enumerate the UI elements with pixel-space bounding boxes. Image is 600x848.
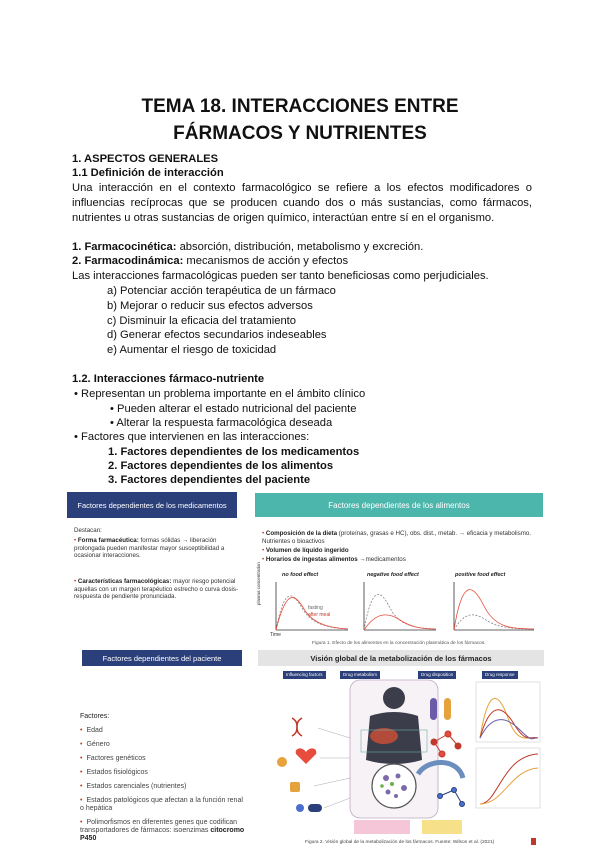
food-icon — [277, 757, 287, 767]
metab-tab: Drug disposition — [418, 671, 456, 679]
effect-item: b) Mejorar o reducir sus efectos adversos — [107, 300, 313, 312]
chart-ylabel: plasma concentration — [256, 562, 261, 605]
pharmacokinetics-line: 1. Farmacocinética: absorción, distribución, metabolismo y excreción. — [72, 241, 424, 253]
response-chart — [476, 748, 540, 808]
food-effect-charts — [262, 578, 542, 640]
molecule-icon — [438, 788, 465, 807]
bullet-item: • Representan un problema importante en el ámbito clínico — [74, 388, 366, 400]
metab-tab: Influencing factors — [283, 671, 326, 679]
label-box — [354, 820, 410, 834]
patient-factor: • Estados fisiológicos — [80, 769, 148, 776]
definition-paragraph: Una interacción en el contexto farmacológico se refiere a los efectos modificadores o influencias recíprocas que se producen cuando dos o más sustancias, como fármacos, nutrientes u otras sustancias de origen químico, interactúan entre sí en el organismo. — [72, 182, 532, 224]
chart-title: positive food effect — [455, 572, 506, 578]
bullet-item: • Factores que intervienen en las interacciones: — [74, 431, 310, 443]
med-intro: Destacan: — [74, 527, 102, 534]
drug-icon — [308, 804, 322, 812]
effect-item: d) Generar efectos secundarios indeseables — [107, 329, 327, 341]
patient-factor: • Factores genéticos — [80, 755, 146, 762]
label-box — [422, 820, 462, 834]
after-meal-curve — [454, 590, 534, 630]
interactions-intro: Las interacciones farmacológicas pueden ser tanto beneficiosas como perjudiciales. — [72, 270, 489, 282]
sub-bullet-item: • Alterar la respuesta farmacológica deseada — [110, 417, 333, 429]
head-icon — [383, 687, 405, 709]
page-marker — [531, 838, 536, 845]
patient-factor: • Estados patológicos que afectan a la función renal o hepática — [80, 797, 243, 812]
metab-tab: Drug metabolism — [340, 671, 380, 679]
factor-item: 1. Factores dependientes de los medicamentos — [108, 446, 360, 458]
food-item-volume: • Volumen de líquido ingerido — [262, 547, 349, 554]
food-item-timing: • Horarios de ingestas alimentos →medicamentos — [262, 556, 406, 563]
panel-header-patient: Factores dependientes del paciente — [82, 650, 242, 666]
effect-item: a) Potenciar acción terapéutica de un fármaco — [107, 285, 336, 297]
chart-title: negative food effect — [367, 572, 419, 578]
panel-header-food: Factores dependientes de los alimentos — [255, 493, 543, 517]
chart-xlabel: Time — [270, 632, 281, 638]
chart-negative-food-effect — [364, 582, 436, 630]
figure-1-caption: Figura 1. Efecto de los alimentos en la concentración plasmática de los fármacos. — [312, 641, 486, 646]
dna-icon — [292, 718, 302, 736]
med-item-form: • Forma farmacéutica: formas sólidas → liberación prolongada pueden manifestar mayor susceptibilidad a ocasionar interacciones. — [74, 537, 225, 560]
pharmacodynamics-line: 2. Farmacodinámica: mecanismos de acción y efectos — [72, 255, 349, 267]
after-meal-curve — [364, 615, 436, 630]
diet-icon — [290, 782, 300, 792]
metabolism-illustration — [258, 678, 544, 838]
chart-title: no food effect — [282, 572, 319, 578]
panel-header-medication: Factores dependientes de los medicamentos — [67, 492, 237, 518]
pill-icon — [296, 804, 304, 812]
fasting-curve — [364, 594, 436, 630]
section-heading: 1. ASPECTOS GENERALES — [72, 153, 219, 165]
med-item-pharmacological: • Características farmacológicas: mayor riesgo potencial aquellas con un margen terapéutico estrecho o curva dosis-respuesta de pendiente pronunciada. — [74, 578, 239, 601]
patient-intro: Factores: — [80, 713, 110, 720]
patient-factor: • Polimorfismos en diferentes genes que codifican transportadores de fármacos: isoenzimas citocromo P450 — [80, 819, 245, 842]
patient-factor: • Género — [80, 741, 110, 748]
subsection-heading: 1.1 Definición de interacción — [72, 167, 224, 179]
effect-item: e) Aumentar el riesgo de toxicidad — [107, 344, 277, 356]
sub-bullet-item: • Pueden alterar el estado nutricional del paciente — [110, 403, 357, 415]
food-item-diet: • Composición de la dieta (proteínas, grasas e HC), obs. dist., metab. → eficacia y metabolismo. Nutrientes o bioactivos — [262, 530, 532, 545]
effect-item: c) Disminuir la eficacia del tratamiento — [107, 315, 297, 327]
patient-factor: • Edad — [80, 727, 103, 734]
legend-after-meal: after meal — [308, 612, 331, 618]
fasting-curve — [454, 615, 534, 630]
heart-icon — [296, 748, 317, 764]
capsule-icon — [430, 698, 437, 720]
subsection-heading: 1.2. Interacciones fármaco-nutriente — [72, 373, 265, 385]
liver-icon — [370, 728, 398, 744]
page-title: TEMA 18. INTERACCIONES ENTRE FÁRMACOS Y NUTRIENTES — [141, 96, 459, 144]
chart-positive-food-effect — [454, 582, 534, 630]
metab-tab: Drug response — [482, 671, 518, 679]
gut-microbiome-icon — [372, 764, 416, 808]
capsule-icon — [444, 698, 451, 720]
legend-fasting: fasting — [308, 605, 323, 611]
factor-item: 2. Factores dependientes de los alimentos — [108, 460, 334, 472]
figure-2-caption: Figura 2. Visión global de la metabolización de los fármacos. Fuente: Wilson et al. (2021) — [305, 840, 495, 845]
factor-item: 3. Factores dependientes del paciente — [108, 474, 311, 486]
patient-factor: • Estados carenciales (nutrientes) — [80, 783, 187, 790]
panel-header-metabolism: Visión global de la metabolización de los fármacos — [258, 650, 544, 666]
